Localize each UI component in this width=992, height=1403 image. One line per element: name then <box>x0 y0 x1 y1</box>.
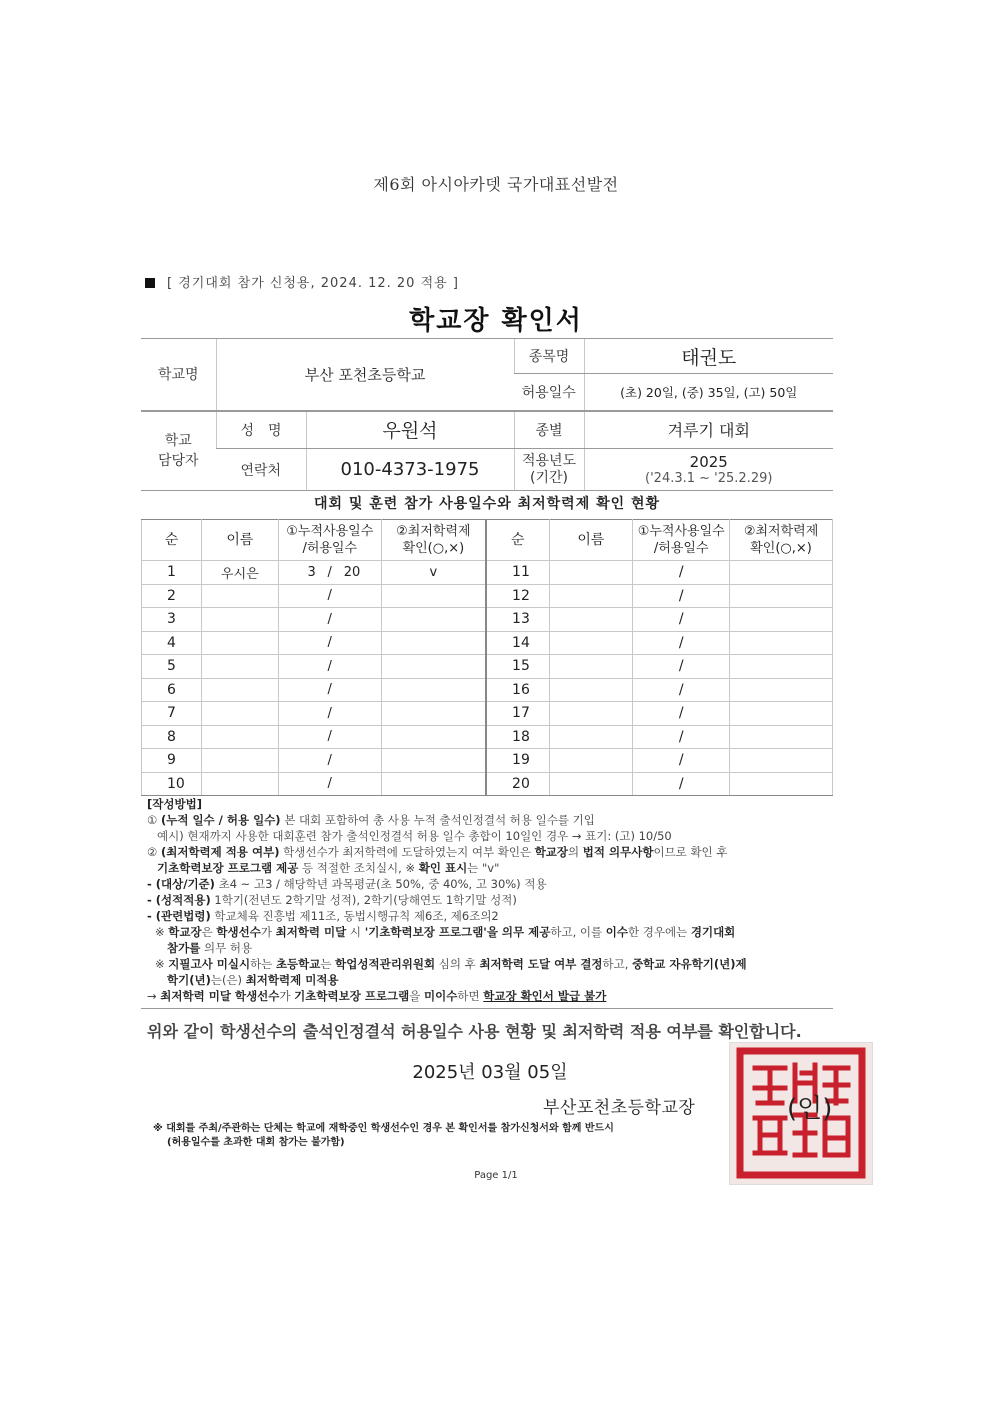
check-cell <box>381 655 486 679</box>
method-line: ② (최저학력제 적용 여부) 학생선수가 최저학력에 도달하였는지 여부 확인은 학교장의 법적 의무사항이므로 확인 후 <box>147 845 728 859</box>
days-allowed <box>344 659 368 674</box>
check-cell <box>730 584 833 608</box>
days-cell <box>278 655 381 679</box>
section-title: 대회 및 훈련 참가 사용일수와 최저학력제 확인 현황 <box>313 496 661 512</box>
days-cell: / <box>633 655 730 679</box>
row-number: 14 <box>486 631 549 655</box>
days-slash: / <box>327 564 332 580</box>
applied-note-text: [ 경기대회 참가 신청용, 2024. 12. 20 적용 ] <box>167 276 459 291</box>
row-number: 7 <box>142 702 202 726</box>
school-name: 부산 포천초등학교 <box>216 339 514 411</box>
student-name <box>549 702 633 726</box>
check-cell <box>730 655 833 679</box>
header-check: ②최저학력제 확인(○,×) <box>730 520 833 561</box>
table-row <box>142 584 833 608</box>
row-number: 4 <box>142 631 202 655</box>
days-cell <box>278 584 381 608</box>
method-line: - (대상/기준) 초4 ~ 고3 / 해당학년 과목평균(초 50%, 중 40%, 고 30%) 적용 <box>147 877 547 891</box>
days-cell <box>278 561 381 585</box>
days-cell <box>278 772 381 796</box>
row-number: 8 <box>142 725 202 749</box>
method-line: ※ 지필고사 미실시하는 초등학교는 학업성적관리위원회 심의 후 최저학력 도달 여부 결정하고, 중학교 자유학기(년)제 <box>155 957 747 971</box>
method-line: 기초학력보장 프로그램 제공 등 적절한 조치실시, ※ 확인 표시는 "v" <box>157 861 500 875</box>
days-used <box>292 753 316 768</box>
days-slash: / <box>327 682 332 698</box>
student-name <box>549 655 633 679</box>
student-name <box>549 772 633 796</box>
principal-name: 부산포천초등학교장 <box>543 1098 696 1118</box>
event-title: 제6회 아시아카뎃 국가대표선발전 <box>373 175 619 194</box>
student-name <box>201 772 278 796</box>
row-number: 18 <box>486 725 549 749</box>
info-table <box>141 338 833 491</box>
row-number: 12 <box>486 584 549 608</box>
row-number: 6 <box>142 678 202 702</box>
days-cell <box>278 725 381 749</box>
row-number: 20 <box>486 772 549 796</box>
student-name <box>201 655 278 679</box>
check-cell <box>381 772 486 796</box>
days-allowed <box>344 635 368 650</box>
student-name: 우시은 <box>201 561 278 585</box>
days-cell: / <box>633 702 730 726</box>
contact-value: 010-4373-1975 <box>306 449 514 491</box>
method-line: - (관련법령) 학교체육 진흥법 제11조, 동법시행규칙 제6조, 제6조의2 <box>147 909 499 923</box>
apply-year-value: 2025 <box>689 453 728 471</box>
row-number: 16 <box>486 678 549 702</box>
days-cell: / <box>633 608 730 632</box>
header-name: 이름 <box>549 520 633 561</box>
days-slash: / <box>327 635 332 651</box>
name-label: 성 명 <box>216 411 306 449</box>
check-cell <box>730 772 833 796</box>
days-allowed: 20 <box>343 564 361 580</box>
days-used: 3 <box>307 564 316 580</box>
table-row <box>142 631 833 655</box>
student-name <box>549 631 633 655</box>
check-cell <box>381 678 486 702</box>
header-name: 이름 <box>201 520 278 561</box>
days-cell: / <box>633 678 730 702</box>
type-label: 종별 <box>514 411 584 449</box>
check-cell <box>730 631 833 655</box>
check-cell <box>381 702 486 726</box>
method-line: 학기(년)는(은) 최저학력제 미적용 <box>167 973 339 987</box>
table-row <box>142 561 833 585</box>
days-used <box>292 706 316 721</box>
days-allowed <box>344 753 368 768</box>
days-cell <box>278 749 381 773</box>
check-cell <box>730 702 833 726</box>
school-label: 학교명 <box>141 339 216 411</box>
days-slash: / <box>327 658 332 674</box>
check-cell: v <box>381 561 486 585</box>
table-row <box>142 749 833 773</box>
check-cell <box>730 561 833 585</box>
student-name <box>549 584 633 608</box>
apply-year-cell <box>584 449 833 491</box>
days-allowed <box>344 612 368 627</box>
name-value: 우원석 <box>306 411 514 449</box>
days-cell: / <box>633 584 730 608</box>
days-allowed <box>344 682 368 697</box>
row-number: 17 <box>486 702 549 726</box>
table-row <box>142 608 833 632</box>
document-title: 학교장 확인서 <box>409 306 583 336</box>
header-no: 순 <box>486 520 549 561</box>
header-check: ②최저학력제 확인(○,×) <box>381 520 486 561</box>
student-name <box>201 678 278 702</box>
check-cell <box>730 725 833 749</box>
status-table <box>141 519 833 796</box>
days-used <box>292 682 316 697</box>
page-number: Page 1/1 <box>474 1170 518 1181</box>
table-row <box>142 725 833 749</box>
table-row <box>142 678 833 702</box>
staff-label: 학교 담당자 <box>141 411 216 491</box>
days-used <box>292 612 316 627</box>
check-cell <box>730 678 833 702</box>
type-value: 겨루기 대회 <box>584 411 833 449</box>
footnote <box>153 1122 725 1150</box>
seal-mark: (인) <box>787 1094 833 1124</box>
sport-label: 종목명 <box>514 339 584 374</box>
days-cell: / <box>633 725 730 749</box>
sport-value: 태권도 <box>584 339 833 374</box>
method-line: - (성적적용) 1학기(전년도 2학기말 성적), 2학기(당해연도 1학기말 성적) <box>147 893 517 907</box>
student-name <box>549 749 633 773</box>
method-notes <box>147 796 837 1004</box>
row-number: 1 <box>142 561 202 585</box>
row-number: 3 <box>142 608 202 632</box>
method-line: 참가를 의무 허용 <box>167 941 253 955</box>
row-number: 15 <box>486 655 549 679</box>
method-line: ※ 학교장은 학생선수가 최저학력 미달 시 '기초학력보장 프로그램'을 의무 제공하고, 이를 이수한 경우에는 경기대회 <box>155 925 736 939</box>
applied-note <box>145 272 459 291</box>
row-number: 9 <box>142 749 202 773</box>
confirm-statement: 위와 같이 학생선수의 출석인정결석 허용일수 사용 현황 및 최저학력 적용 여부를 확인합니다. <box>147 1022 802 1041</box>
days-cell: / <box>633 772 730 796</box>
divider <box>141 1008 833 1009</box>
check-cell <box>730 749 833 773</box>
days-slash: / <box>327 611 332 627</box>
table-row <box>142 655 833 679</box>
method-heading: [작성방법] <box>147 797 202 811</box>
days-cell <box>278 608 381 632</box>
days-used <box>292 588 316 603</box>
table-row <box>142 772 833 796</box>
days-allowed <box>344 776 368 791</box>
check-cell <box>381 631 486 655</box>
days-used <box>292 729 316 744</box>
square-bullet-icon <box>145 278 155 288</box>
issue-date: 2025년 03월 05일 <box>412 1062 568 1083</box>
check-cell <box>730 608 833 632</box>
method-line: → 최저학력 미달 학생선수가 기초학력보장 프로그램을 미이수하면 학교장 확인서 발급 불가 <box>147 989 607 1003</box>
check-cell <box>381 584 486 608</box>
days-slash: / <box>327 752 332 768</box>
allowed-days-value: (초) 20일, (중) 35일, (고) 50일 <box>584 374 833 411</box>
days-cell <box>278 631 381 655</box>
student-name <box>549 561 633 585</box>
table-row <box>142 702 833 726</box>
check-cell <box>381 608 486 632</box>
student-name <box>201 702 278 726</box>
footnote-line: (허용일수를 초과한 대회 참가는 불가함) <box>167 1137 345 1148</box>
days-allowed <box>344 729 368 744</box>
days-cell: / <box>633 749 730 773</box>
student-name <box>201 749 278 773</box>
apply-year-period: ('24.3.1 ~ '25.2.29) <box>645 471 773 486</box>
student-name <box>201 725 278 749</box>
days-slash: / <box>327 729 332 745</box>
row-number: 5 <box>142 655 202 679</box>
contact-label: 연락처 <box>216 449 306 491</box>
days-used <box>292 635 316 650</box>
days-slash: / <box>327 776 332 792</box>
apply-year-label: 적용년도 (기간) <box>514 449 584 491</box>
header-days: ①누적사용일수 /허용일수 <box>278 520 381 561</box>
student-name <box>549 678 633 702</box>
row-number: 19 <box>486 749 549 773</box>
days-slash: / <box>327 705 332 721</box>
student-name <box>201 584 278 608</box>
footnote-line: ※ 대회를 주최/주관하는 단체는 학교에 재학중인 학생선수인 경우 본 확인서를 참가신청서와 함께 반드시 <box>153 1123 614 1134</box>
method-line: ① (누적 일수 / 허용 일수) 본 대회 포함하여 총 사용 누적 출석인정결석 허용 일수를 기입 <box>147 813 595 827</box>
student-name <box>549 725 633 749</box>
days-cell <box>278 702 381 726</box>
days-used <box>292 776 316 791</box>
days-cell: / <box>633 561 730 585</box>
check-cell <box>381 725 486 749</box>
days-cell <box>278 678 381 702</box>
method-line: 예시) 현재까지 사용한 대회훈련 참가 출석인정결석 허용 일수 총합이 10일인 경우 → 표기: (고) 10/50 <box>157 829 672 843</box>
student-name <box>549 608 633 632</box>
row-number: 10 <box>142 772 202 796</box>
header-no: 순 <box>142 520 202 561</box>
check-cell <box>381 749 486 773</box>
allowed-days-label: 허용일수 <box>514 374 584 411</box>
row-number: 11 <box>486 561 549 585</box>
days-allowed <box>344 588 368 603</box>
days-used <box>292 659 316 674</box>
row-number: 2 <box>142 584 202 608</box>
student-name <box>201 631 278 655</box>
days-slash: / <box>327 588 332 604</box>
days-cell: / <box>633 631 730 655</box>
student-name <box>201 608 278 632</box>
row-number: 13 <box>486 608 549 632</box>
days-allowed <box>344 706 368 721</box>
header-days: ①누적사용일수 /허용일수 <box>633 520 730 561</box>
